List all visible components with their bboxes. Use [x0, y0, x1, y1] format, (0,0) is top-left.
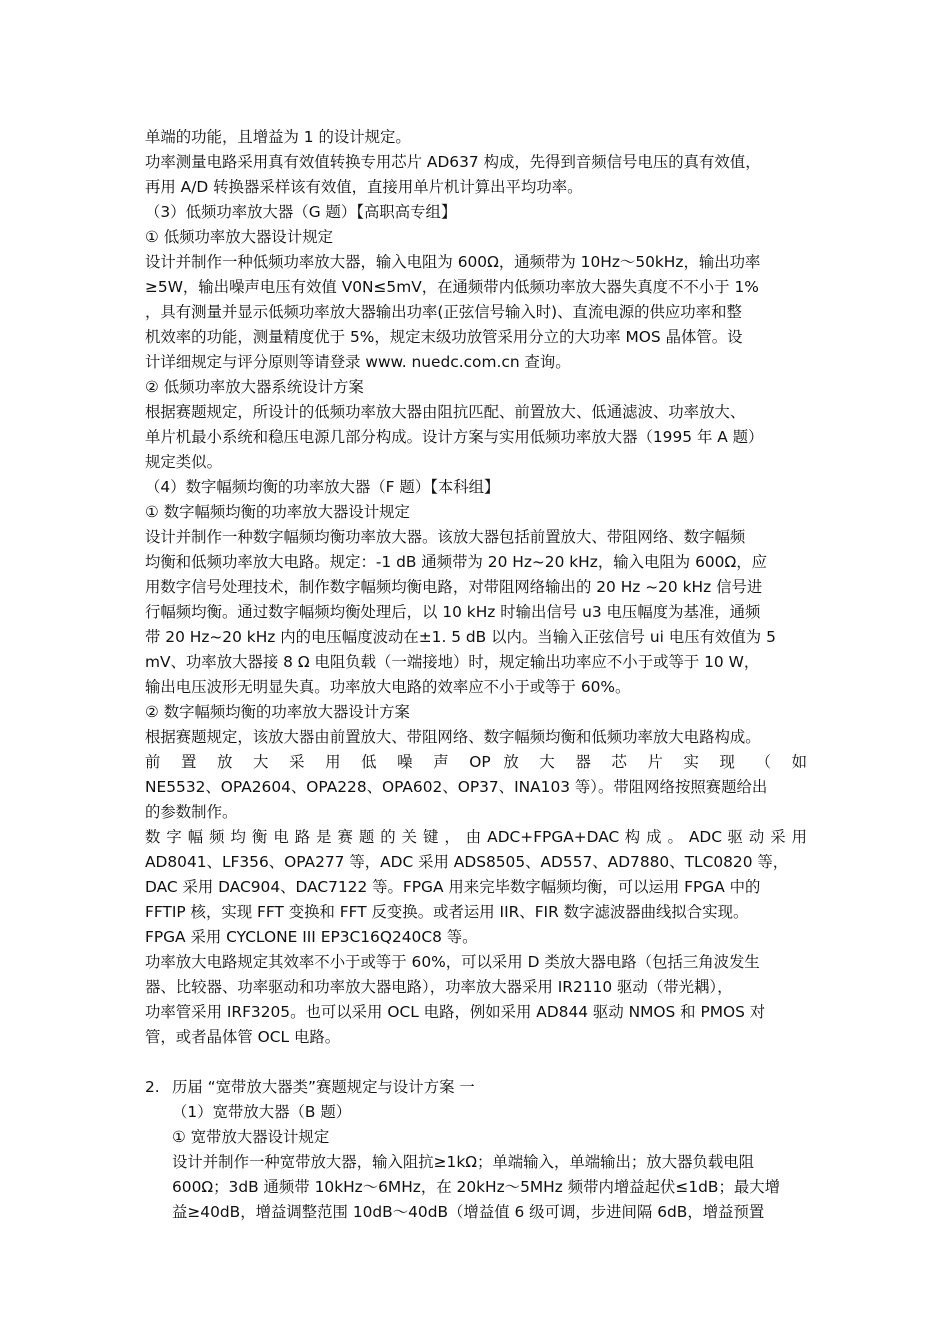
text-line: mV、功率放大器接 8 Ω 电阻负载（一端接地）时，规定输出功率应不小于或等于 10 W， [145, 653, 760, 671]
text-line: 设计并制作一种低频功率放大器，输入电阻为 600Ω，通频带为 10Hz～50kHz，输出功率 [145, 253, 761, 271]
text-line: ≥5W，输出噪声电压有效值 V0N≤5mV，在通频带内低频功率放大器失真度不不小于 1% [145, 278, 759, 296]
text-line: 均衡和低频功率放大电路。规定：-1 dB 通频带为 20 Hz~20 kHz，输入电阻为 600Ω，应 [145, 553, 767, 571]
text-line: ，具有测量并显示低频功率放大器输出功率(正弦信号输入时)、直流电源的供应功率和整 [145, 303, 742, 321]
text-line: 数 字 幅 频 均 衡 电 路 是 赛 题 的 关 键 ， 由 ADC+FPGA+DAC 构 成 。 ADC 驱 动 采 用 [145, 828, 807, 846]
text-line: 再用 A/D 转换器采样该有效值，直接用单片机计算出平均功率。 [145, 178, 583, 196]
text-line: 计详细规定与评分原则等请登录 www. nuedc.com.cn 查询。 [145, 353, 571, 371]
item-heading: ① 低频功率放大器设计规定 [145, 228, 333, 246]
item-heading: ① 宽带放大器设计规定 [172, 1128, 330, 1146]
text-line: 管，或者晶体管 OCL 电路。 [145, 1028, 341, 1046]
text-line: 根据赛题规定，所设计的低频功率放大器由阻抗匹配、前置放大、低通滤波、功率放大、 [145, 403, 746, 421]
text-line: 规定类似。 [145, 453, 222, 471]
text-line: 行幅频均衡。通过数字幅频均衡处理后，以 10 kHz 时输出信号 u3 电压幅度为基准，通频 [145, 603, 761, 621]
subsection-heading: （1）宽带放大器（B 题） [172, 1103, 352, 1121]
text-line: 机效率的功能，测量精度优于 5%，规定末级功放管采用分立的大功率 MOS 晶体管。设 [145, 328, 743, 346]
text-line: 设计并制作一种数字幅频均衡功率放大器。该放大器包括前置放大、带阻网络、数字幅频 [145, 528, 746, 546]
subsection-heading: （4）数字幅频均衡的功率放大器（F 题）【本科组】 [145, 478, 500, 496]
text-line: 输出电压波形无明显失真。功率放大电路的效率应不小于或等于 60%。 [145, 678, 631, 696]
text-line: 功率管采用 IRF3205。也可以采用 OCL 电路，例如采用 AD844 驱动 NMOS 和 PMOS 对 [145, 1003, 766, 1021]
text-line: 600Ω；3dB 通频带 10kHz～6MHz，在 20kHz～5MHz 频带内增益起伏≤1dB；最大增 [172, 1178, 781, 1196]
text-line: 器、比较器、功率驱动和功率放大器电路），功率放大器采用 IR2110 驱动（带光耦）， [145, 978, 733, 996]
text-line: 用数字信号处理技术，制作数字幅频均衡电路，对带阻网络输出的 20 Hz ~20 kHz 信号进 [145, 578, 763, 596]
section-number: 2. [145, 1078, 160, 1096]
text-line: DAC 采用 DAC904、DAC7122 等。FPGA 用来完毕数字幅频均衡，可以运用 FPGA 中的 [145, 878, 761, 896]
text-line: 的参数制作。 [145, 803, 238, 821]
text-line: FPGA 采用 CYCLONE III EP3C16Q240C8 等。 [145, 928, 478, 946]
text-line: 单端的功能，且增益为 1 的设计规定。 [145, 128, 411, 146]
text-line: FFTIP 核，实现 FFT 变换和 FFT 反变换。或者运用 IIR、FIR 数字滤波器曲线拟合实现。 [145, 903, 749, 921]
item-heading: ② 低频功率放大器系统设计方案 [145, 378, 364, 396]
text-line: 前 置 放 大 采 用 低 噪 声 OP 放 大 器 芯 片 实 现 （ 如 [145, 753, 807, 771]
text-line: 设计并制作一种宽带放大器，输入阻抗≥1kΩ；单端输入，单端输出；放大器负载电阻 [172, 1153, 755, 1171]
item-heading: ② 数字幅频均衡的功率放大器设计方案 [145, 703, 410, 721]
text-line: AD8041、LF356、OPA277 等，ADC 采用 ADS8505、AD557、AD7880、TLC0820 等， [145, 853, 789, 871]
text-line: 功率放大电路规定其效率不小于或等于 60%，可以采用 D 类放大器电路（包括三角波发生 [145, 953, 760, 971]
text-line: 带 20 Hz~20 kHz 内的电压幅度波动在±1. 5 dB 以内。当输入正弦信号 ui 电压有效值为 5 [145, 628, 776, 646]
text-line: 功率测量电路采用真有效值转换专用芯片 AD637 构成，先得到音频信号电压的真有效值， [145, 153, 761, 171]
text-line: NE5532、OPA2604、OPA228、OPA602、OP37、INA103 等）。带阻网络按照赛题给出 [145, 778, 768, 796]
subsection-heading: （3）低频功率放大器（G 题）【高职高专组】 [145, 203, 457, 221]
text-line: 益≥40dB，增益调整范围 10dB～40dB（增益值 6 级可调，步进间隔 6dB，增益预置 [172, 1203, 765, 1221]
text-line: 根据赛题规定，该放大器由前置放大、带阻网络、数字幅频均衡和低频功率放大电路构成。 [145, 728, 761, 746]
section-title: 历届 “宽带放大器类”赛题规定与设计方案 一 [172, 1078, 475, 1096]
item-heading: ① 数字幅频均衡的功率放大器设计规定 [145, 503, 410, 521]
text-line: 单片机最小系统和稳压电源几部分构成。设计方案与实用低频功率放大器（1995 年 A 题） [145, 428, 764, 446]
